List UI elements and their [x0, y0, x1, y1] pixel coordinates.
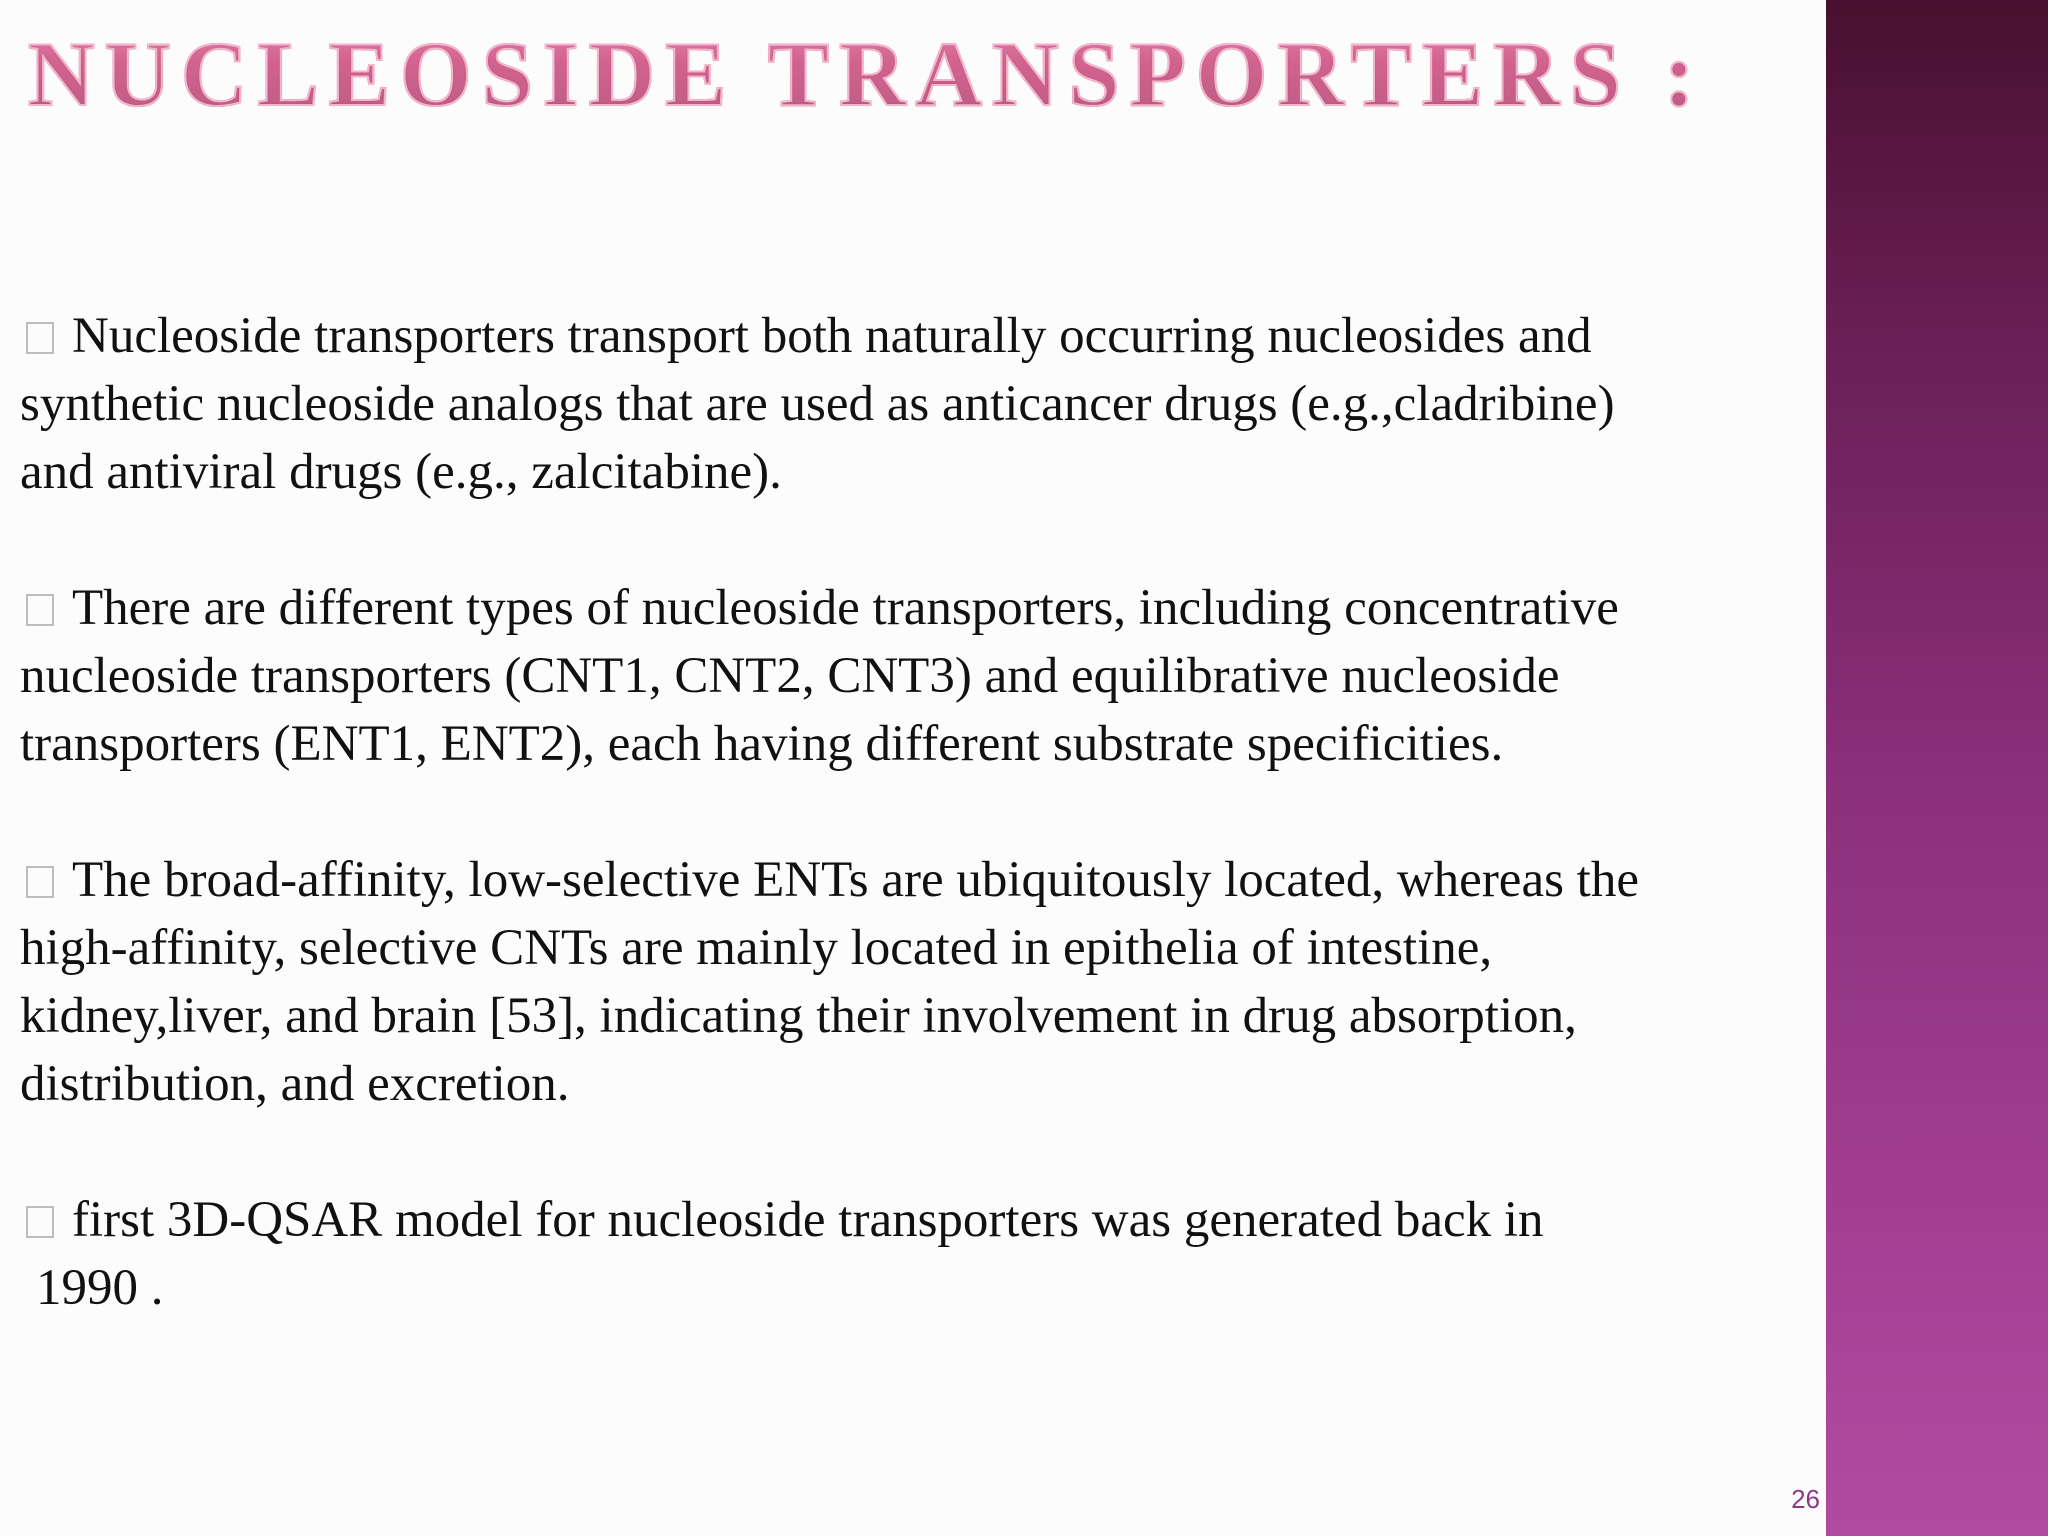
bullet-2-line-2: nucleoside transporters (CNT1, CNT2, CNT3) and equilibrative nucleoside — [20, 648, 1560, 704]
decorative-side-band — [1826, 0, 2048, 1536]
square-bullet-icon — [26, 322, 54, 354]
square-bullet-icon — [26, 594, 54, 626]
bullet-1-line-1: Nucleoside transporters transport both naturally occurring nucleosides and — [72, 308, 1592, 364]
bullet-1-line-3: and antiviral drugs (e.g., zalcitabine). — [20, 444, 782, 500]
bullet-4-line-1: first 3D-QSAR model for nucleoside transporters was generated back in — [72, 1192, 1544, 1248]
page-number: 26 — [1791, 1484, 1820, 1514]
square-bullet-icon — [26, 866, 54, 898]
bullet-paragraph-3 — [20, 846, 1826, 1118]
bullet-3-line-3: kidney,liver, and brain [53], indicating their involvement in drug absorption, — [20, 988, 1577, 1044]
bullet-2-line-1: There are different types of nucleoside transporters, including concentrative — [72, 580, 1619, 636]
bullet-paragraph-2 — [20, 574, 1826, 778]
bullet-3-line-2: high-affinity, selective CNTs are mainly located in epithelia of intestine, — [20, 920, 1493, 976]
bullet-4-line-2: 1990 . — [36, 1260, 164, 1316]
bullet-1-line-2: synthetic nucleoside analogs that are used as anticancer drugs (e.g.,cladribine) — [20, 376, 1615, 432]
square-bullet-icon — [26, 1206, 54, 1238]
slide-title: NUCLEOSIDE TRANSPORTERS : — [28, 14, 1828, 134]
slide-body — [20, 302, 1826, 1390]
bullet-3-line-4: distribution, and excretion. — [20, 1056, 570, 1112]
bullet-paragraph-1 — [20, 302, 1826, 506]
bullet-paragraph-4 — [20, 1186, 1826, 1322]
bullet-2-line-3: transporters (ENT1, ENT2), each having different substrate specificities. — [20, 716, 1504, 772]
bullet-3-line-1: The broad-affinity, low-selective ENTs are ubiquitously located, whereas the — [72, 852, 1639, 908]
